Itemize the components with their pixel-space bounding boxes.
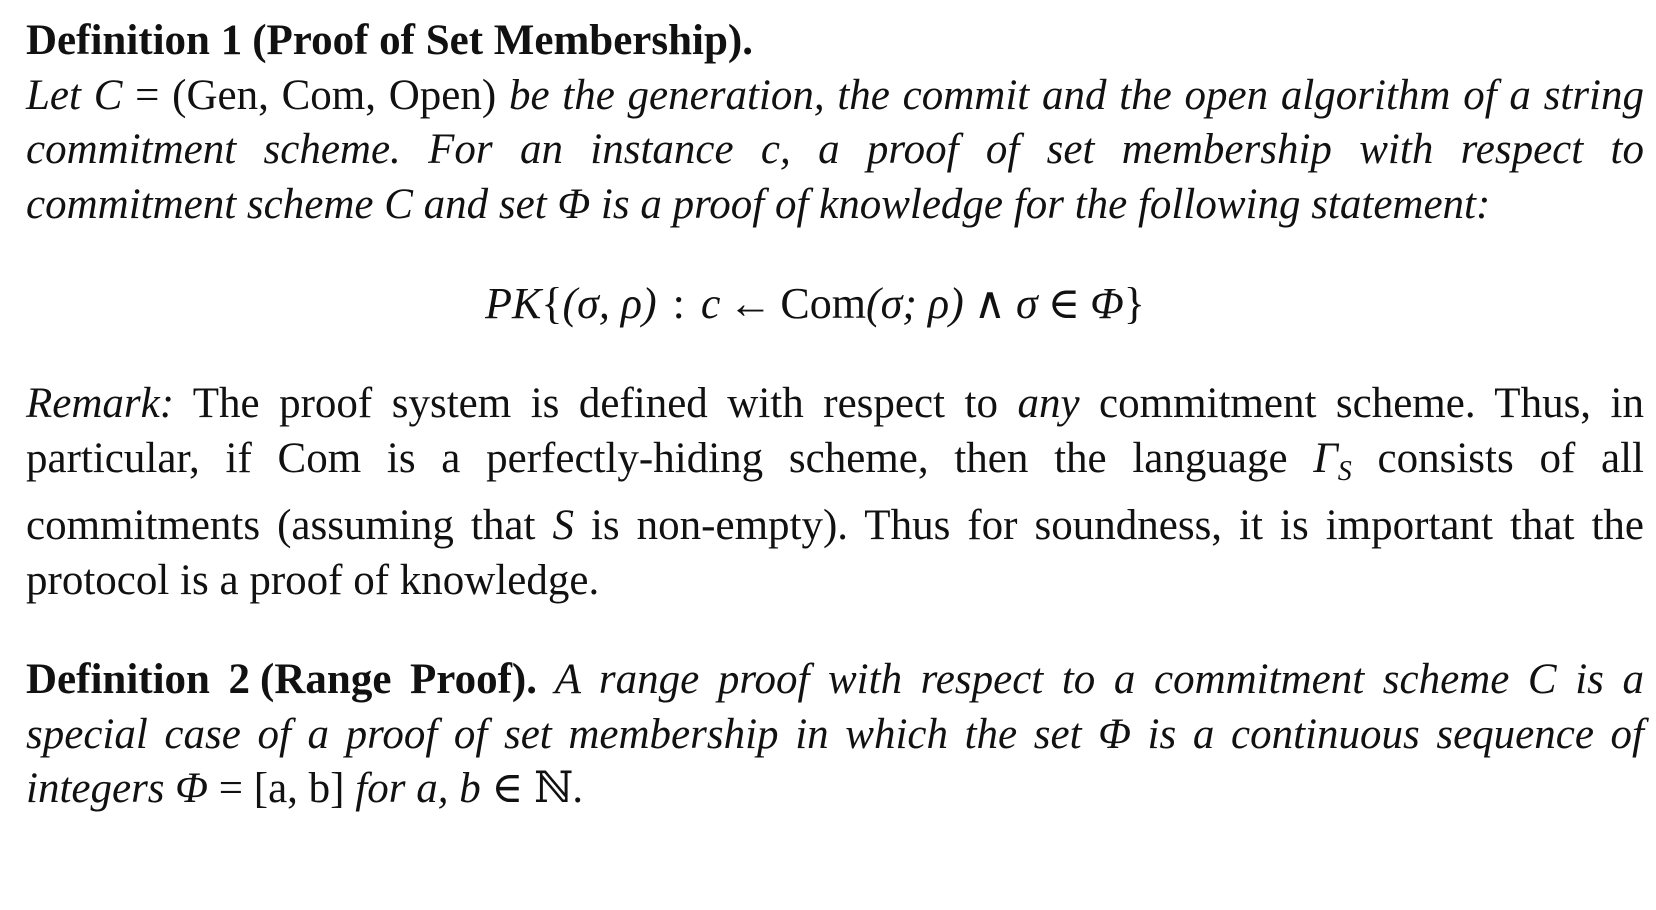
com-function: Com	[780, 279, 866, 328]
phi-symbol: Φ	[1090, 279, 1124, 328]
math-gamma-subscript: S	[1337, 455, 1352, 487]
definition-2-period: .	[573, 765, 585, 812]
definition-1	[26, 14, 1644, 232]
definition-2-text-2: is a special case of a proof of set membership in which the set	[26, 656, 1644, 758]
definition-1-text-b: , a proof of set membership with respect to commitment scheme	[26, 126, 1644, 228]
wedge-symbol: ∧	[973, 279, 1006, 328]
math-tuple: = (Gen, Com, Open)	[122, 71, 509, 119]
remark-label: Remark:	[26, 380, 175, 427]
math-var-C2: C	[384, 180, 413, 228]
math-var-C: C	[1527, 656, 1557, 703]
remark	[26, 377, 1644, 608]
open-brace: {	[541, 279, 563, 328]
pk-symbol: PK	[485, 279, 542, 328]
definition-2-text-3: is a continuous sequence of integers	[26, 710, 1644, 812]
definition-2	[26, 653, 1644, 817]
com-args: (σ; ρ)	[865, 279, 964, 328]
math-range: = [a, b]	[208, 765, 356, 812]
assign-arrow: ←	[728, 279, 773, 328]
remark-text-1: The proof system is defined with respect to	[174, 380, 1018, 427]
naturals-symbol: ℕ	[534, 765, 574, 812]
remark-text-2: commitment scheme. Thus, in particular, if Com is a perfectly-hiding scheme, then the language	[26, 380, 1644, 482]
definition-1-text-a: be the generation, the commit and the open algorithm of a string commitment scheme. For an instance	[26, 71, 1645, 173]
math-var-c: c	[760, 126, 781, 173]
sigma-symbol: σ	[1015, 279, 1038, 328]
definition-1-heading: Definition 1	[26, 17, 243, 64]
element-of-symbol: ∈	[1047, 279, 1081, 328]
definition-2-text-1: A range proof with respect to a commitment scheme	[536, 656, 1528, 703]
math-a-b: a, b	[416, 765, 481, 812]
remark-text-4: is non-empty). Thus for soundness, it is important that the protocol is a proof of knowledge.	[26, 502, 1644, 604]
math-var-phi: Φ	[557, 180, 591, 228]
definition-1-text-d: is a proof of knowledge for the following statement:	[590, 180, 1491, 228]
definition-2-text-4: for	[355, 765, 417, 812]
math-var-S: S	[552, 502, 574, 549]
close-brace: }	[1123, 279, 1145, 328]
pk-statement	[26, 277, 1644, 331]
definition-1-let: Let	[26, 71, 94, 119]
math-var-C: C	[93, 71, 123, 119]
witness-pair: (σ, ρ)	[562, 279, 657, 328]
paper-page	[26, 14, 1644, 817]
math-var-phi-2: Φ	[175, 765, 209, 812]
definition-1-title: (Proof of Set Membership).	[252, 17, 753, 64]
math-gamma: Γ	[1313, 434, 1338, 482]
commitment-c: c	[700, 279, 721, 328]
remark-text-3: consists of all commitments (assuming that	[26, 434, 1644, 549]
definition-2-heading: Definition 2	[26, 656, 251, 703]
math-var-phi: Φ	[1098, 710, 1131, 758]
definition-2-title: (Range Proof).	[260, 656, 537, 703]
such-that-colon: :	[672, 279, 685, 328]
definition-1-text-c: and set	[412, 180, 558, 228]
math-element-of: ∈	[480, 765, 535, 812]
remark-emph-any: any	[1017, 380, 1080, 427]
